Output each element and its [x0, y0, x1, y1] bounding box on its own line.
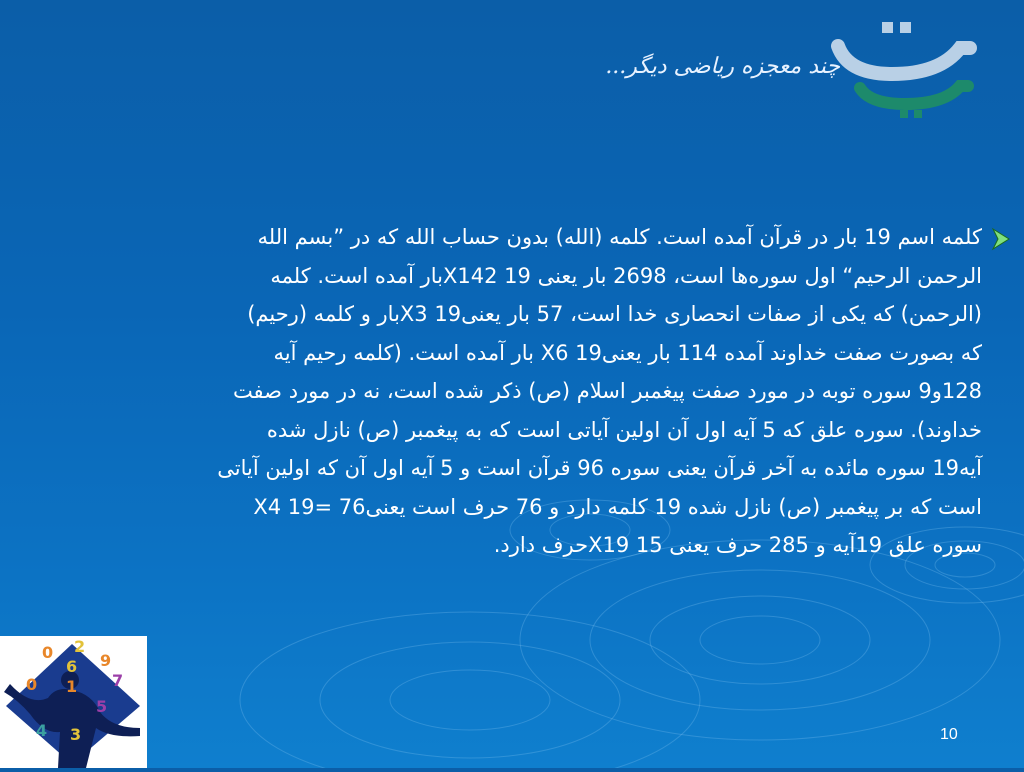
logo-digit: 7	[112, 671, 124, 690]
body-line: آیه19 سوره مائده به آخر قرآن یعنی سوره 96 قرآن است و 5 آیه اول آن که اولین آیاتی	[217, 456, 982, 480]
bullet-arrow-icon	[988, 226, 1014, 252]
body-line: خداوند). سوره علق که 5 آیه اول آن اولین آیاتی است که به پیغمبر (ص) نازل شده	[266, 417, 982, 442]
logo-digit: 1	[66, 677, 78, 696]
logo-digit: 4	[36, 721, 48, 740]
body-line: (الرحمن) که یکی از صفات انحصاری خدا است، 57 بار یعنی19 X3بار و کلمه (رحیم)	[247, 302, 982, 326]
body-line: که بصورت صفت خداوند آمده 114 بار یعنی19 X6 بار آمده است. (کلمه رحیم آیه	[273, 340, 982, 365]
logo-digit: 0	[26, 675, 38, 694]
numbers-logo	[0, 636, 147, 768]
page-number: 10	[940, 726, 958, 743]
logo-digit: 5	[96, 697, 108, 716]
body-line: سوره علق 19آیه و 285 حرف یعنی 15 X19حرف دارد.	[493, 533, 982, 557]
slide-title: چند معجزه ریاضی دیگر...	[605, 54, 840, 79]
logo-digit: 0	[42, 643, 54, 662]
body-line: الرحمن الرحیم“ اول سوره‌ها است، 2698 بار یعنی 19 X142بار آمده است. کلمه	[270, 263, 982, 288]
logo-digit: 9	[100, 651, 112, 670]
logo-digit: 6	[66, 657, 78, 676]
body-line: 128و9 سوره توبه در مورد صفت پیغمبر اسلام (ص) ذکر شده است، نه در مورد صفت	[232, 379, 982, 403]
body-line: کلمه اسم 19 بار در قرآن آمده است. کلمه (الله) بدون حساب الله که در ”بسم الله	[257, 225, 982, 249]
body-line: است که بر پیغمبر (ص) نازل شده 19 کلمه دارد و 76 حرف است یعنی76 =19 X4	[253, 494, 982, 519]
slide-body	[12, 218, 982, 565]
logo-digit: 3	[70, 725, 82, 744]
decorative-letter-ta	[830, 6, 980, 126]
logo-digit: 2	[74, 637, 86, 656]
